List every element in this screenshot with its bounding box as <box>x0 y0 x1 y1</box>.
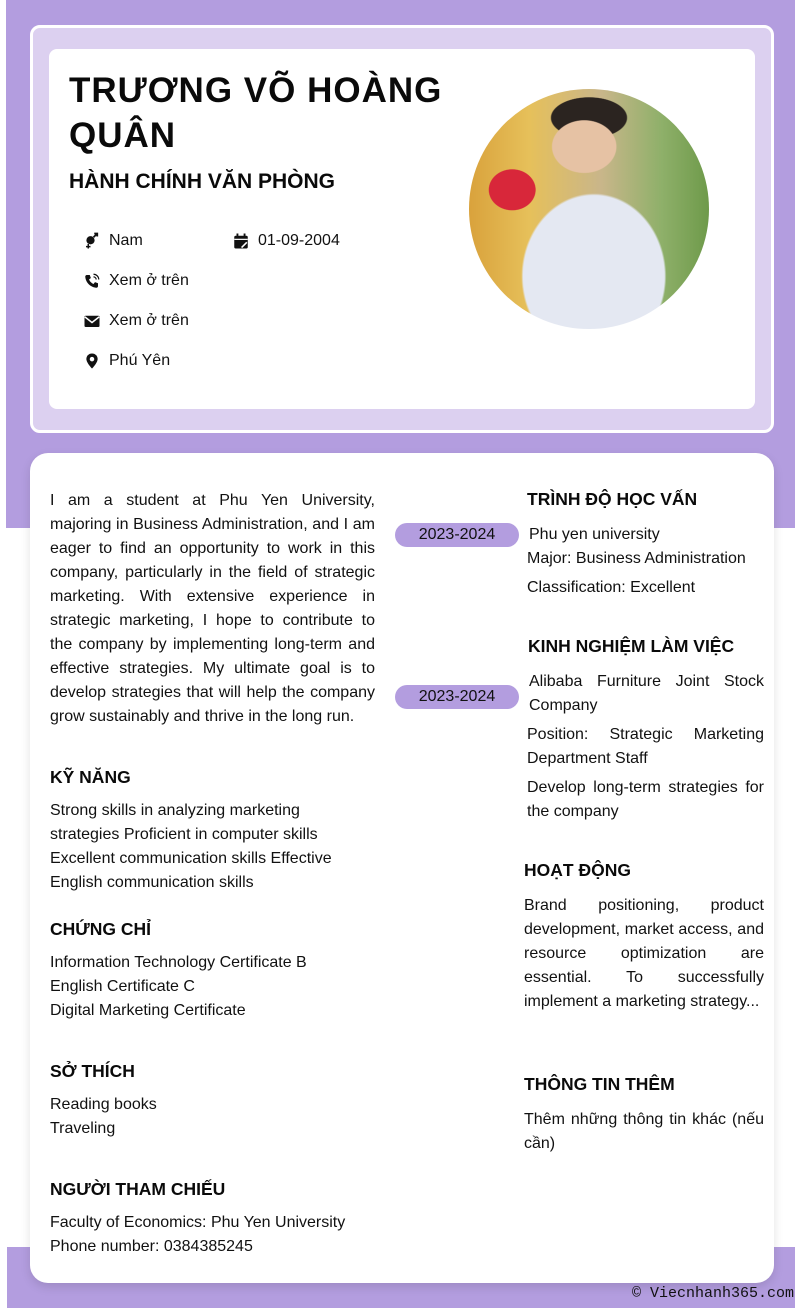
candidate-name: TRƯƠNG VÕ HOÀNG QUÂN <box>69 71 443 155</box>
hobby-item: Traveling <box>50 1120 116 1137</box>
additional-info-title: THÔNG TIN THÊM <box>524 1074 675 1094</box>
references-title: NGƯỜI THAM CHIẾU <box>50 1179 226 1199</box>
education-school: Phu yen university <box>529 526 660 543</box>
gender-icon <box>83 232 101 250</box>
desired-position: HÀNH CHÍNH VĂN PHÒNG <box>69 170 336 193</box>
activities-text: Brand positioning, product development, market access, and resource optimization are essential. To successfully implement a marketing strategy... <box>524 897 764 1010</box>
education-classification: Classification: Excellent <box>527 579 696 596</box>
certificate-item: Digital Marketing Certificate <box>50 1002 246 1019</box>
envelope-icon <box>83 312 101 330</box>
info-phone <box>83 272 189 290</box>
experience-period-badge: 2023-2024 <box>395 685 519 709</box>
calendar-icon <box>232 232 250 250</box>
experience-company: Alibaba Furniture Joint Stock Company <box>529 673 764 714</box>
experience-description: Develop long-term strategies for the company <box>527 779 764 820</box>
hobbies-title: SỞ THÍCH <box>50 1061 135 1081</box>
reference-item: Faculty of Economics: Phu Yen University <box>50 1214 346 1231</box>
address-value: Phú Yên <box>109 352 171 369</box>
birthday-value: 01-09-2004 <box>258 232 340 249</box>
phone-value: Xem ở trên <box>109 272 189 289</box>
additional-info-text: Thêm những thông tin khác (nếu cần) <box>524 1111 764 1152</box>
info-address <box>83 352 170 370</box>
skills-text: Strong skills in analyzing marketing strategies Proficient in computer skills Excellent communication skills Effective English communication skills <box>50 802 332 891</box>
certificate-item: Information Technology Certificate B <box>50 954 307 971</box>
career-objective: I am a student at Phu Yen University, majoring in Business Administration, and I am eager to find an opportunity to work in this company, particularly in the field of strategic marketing. With extensive experience in strategic marketing, I hope to contribute to the company by implementing long-term and effective strategies. My ultimate goal is to develop strategies that will help the company grow sustainably and thrive in the long run. <box>50 492 375 725</box>
education-title: TRÌNH ĐỘ HỌC VẤN <box>527 489 698 509</box>
education-major: Major: Business Administration <box>527 550 746 567</box>
info-gender <box>83 232 143 250</box>
experience-title: KINH NGHIỆM LÀM VIỆC <box>528 636 735 656</box>
location-pin-icon <box>83 352 101 370</box>
certificates-title: CHỨNG CHỈ <box>50 919 152 939</box>
certificate-item: English Certificate C <box>50 978 195 995</box>
info-birthday <box>232 232 340 250</box>
experience-position: Position: Strategic Marketing Department Staff <box>527 726 764 767</box>
skills-title: KỸ NĂNG <box>50 767 131 787</box>
copyright-footer: © Viecnhanh365.com <box>631 1285 794 1302</box>
gender-value: Nam <box>109 232 143 249</box>
email-value: Xem ở trên <box>109 312 189 329</box>
activities-title: HOẠT ĐỘNG <box>524 860 631 880</box>
avatar <box>469 89 709 329</box>
info-email <box>83 312 189 330</box>
hobby-item: Reading books <box>50 1096 157 1113</box>
reference-item: Phone number: 0384385245 <box>50 1238 253 1255</box>
phone-icon <box>83 272 101 290</box>
education-period-badge: 2023-2024 <box>395 523 519 547</box>
